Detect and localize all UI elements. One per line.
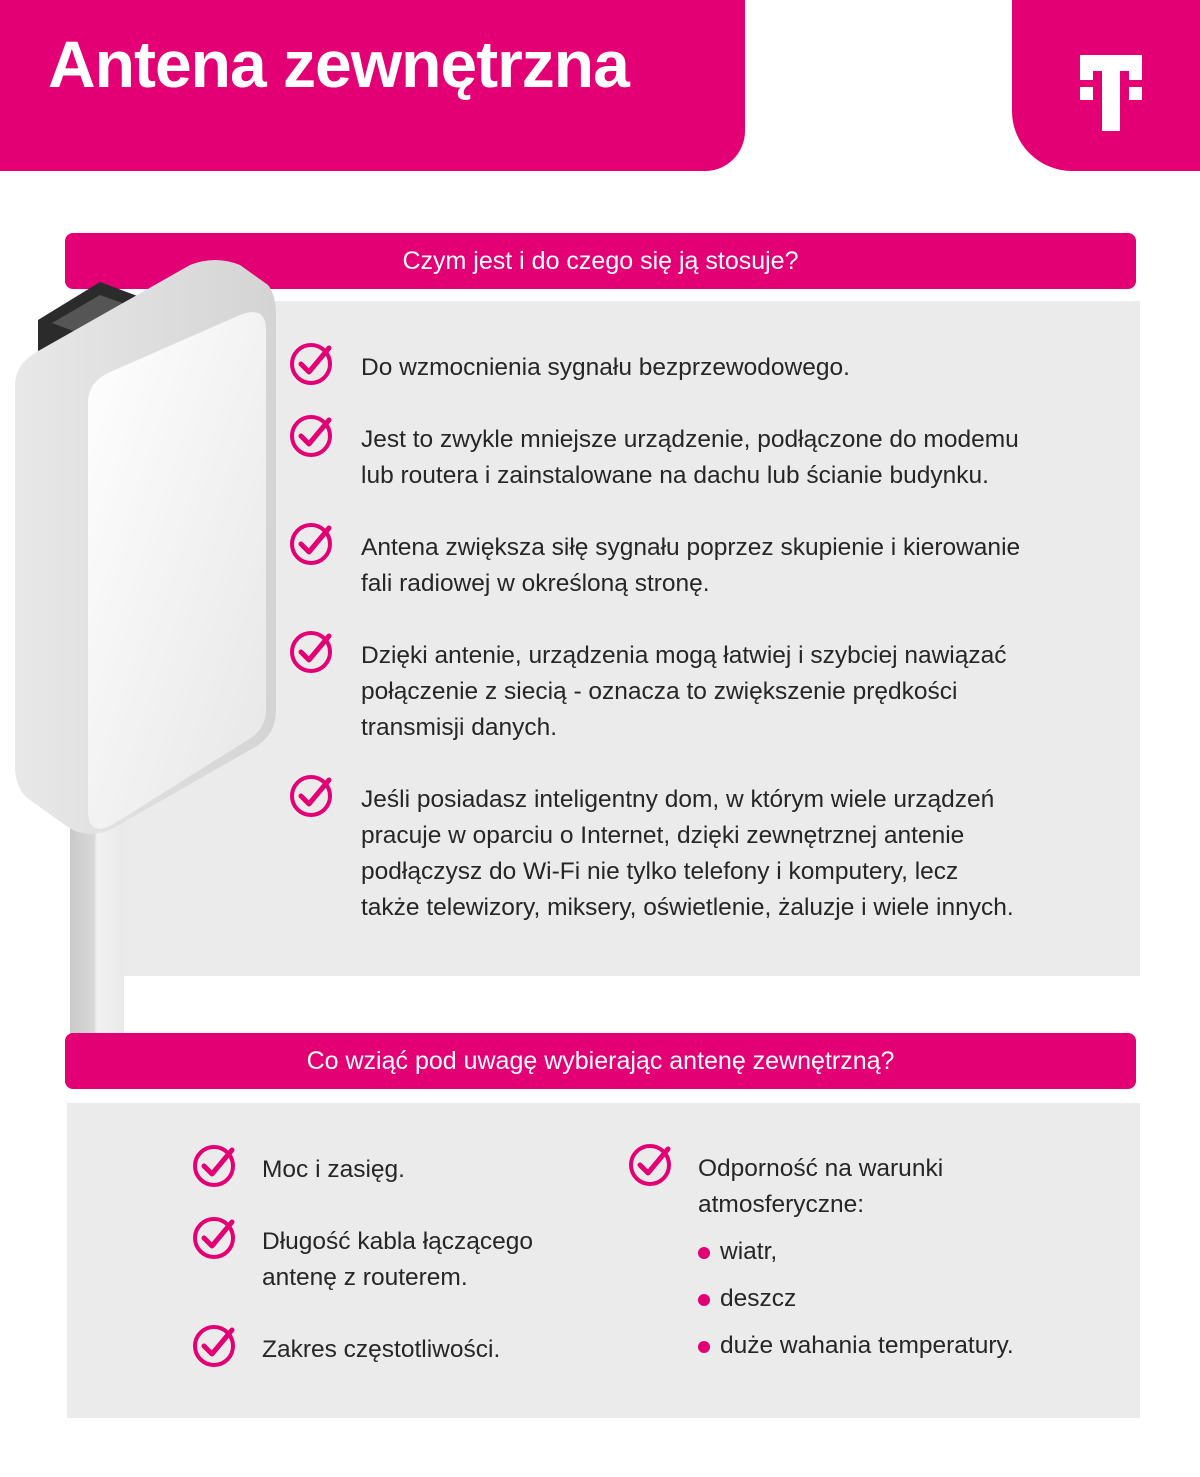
check-circle-icon xyxy=(289,414,333,458)
page-title: Antena zewnętrzna xyxy=(48,27,629,101)
logo-banner xyxy=(1012,0,1200,171)
list-item-text: Jest to zwykle mniejsze urządzenie, podłączone do modemu lub routera i zainstalowane na dachu lub ścianie budynku. xyxy=(361,426,1019,489)
check-circle-icon xyxy=(192,1324,236,1368)
title-banner xyxy=(0,0,745,171)
antenna-illustration xyxy=(0,255,290,1035)
list-item-text: Antena zwiększa siłę sygnału poprzez skupienie i kierowanie fali radiowej w określoną stronę. xyxy=(361,534,1021,597)
list-item-text: Jeśli posiadasz inteligentny dom, w którym wiele urządzeń pracuje w oparciu o Internet, dzięki zewnętrznej antenie podłączysz do Wi-Fi nie tylko telefony i komputery, lecz także telewizory, miksery, oświetlenie, żaluzje i wiele innych. xyxy=(361,786,1014,921)
section1-heading: Czym jest i do czego się ją stosuje? xyxy=(65,233,1136,289)
bullet-dot-icon xyxy=(698,1294,710,1306)
check-circle-icon xyxy=(192,1216,236,1260)
check-circle-icon xyxy=(289,774,333,818)
list-item-text: Moc i zasięg. xyxy=(262,1156,405,1183)
bullet-text: deszcz xyxy=(720,1285,797,1312)
list-item-text: Do wzmocnienia sygnału bezprzewodowego. xyxy=(361,354,850,381)
bullet-text: wiatr, xyxy=(720,1238,778,1265)
list-item-text: Długość kabla łączącego antenę z routerem. xyxy=(262,1228,534,1291)
bullet-dot-icon xyxy=(698,1341,710,1353)
bullet-text: duże wahania temperatury. xyxy=(720,1332,1014,1359)
list-item-text: Zakres częstotliwości. xyxy=(262,1336,501,1363)
telekom-t-logo-icon xyxy=(1080,55,1142,131)
check-circle-icon xyxy=(289,630,333,674)
check-circle-icon xyxy=(289,342,333,386)
check-circle-icon xyxy=(192,1144,236,1188)
list-item-text: Odporność na warunki atmosferyczne: xyxy=(698,1155,944,1218)
check-circle-icon xyxy=(289,522,333,566)
check-circle-icon xyxy=(628,1143,672,1187)
bullet-dot-icon xyxy=(698,1247,710,1259)
list-item-text: Dzięki antenie, urządzenia mogą łatwiej i szybciej nawiązać połączenie z siecią - oznacza to zwiększenie prędkości transmisji danych. xyxy=(361,642,1007,741)
section2-heading: Co wziąć pod uwagę wybierając antenę zewnętrzną? xyxy=(65,1033,1136,1089)
